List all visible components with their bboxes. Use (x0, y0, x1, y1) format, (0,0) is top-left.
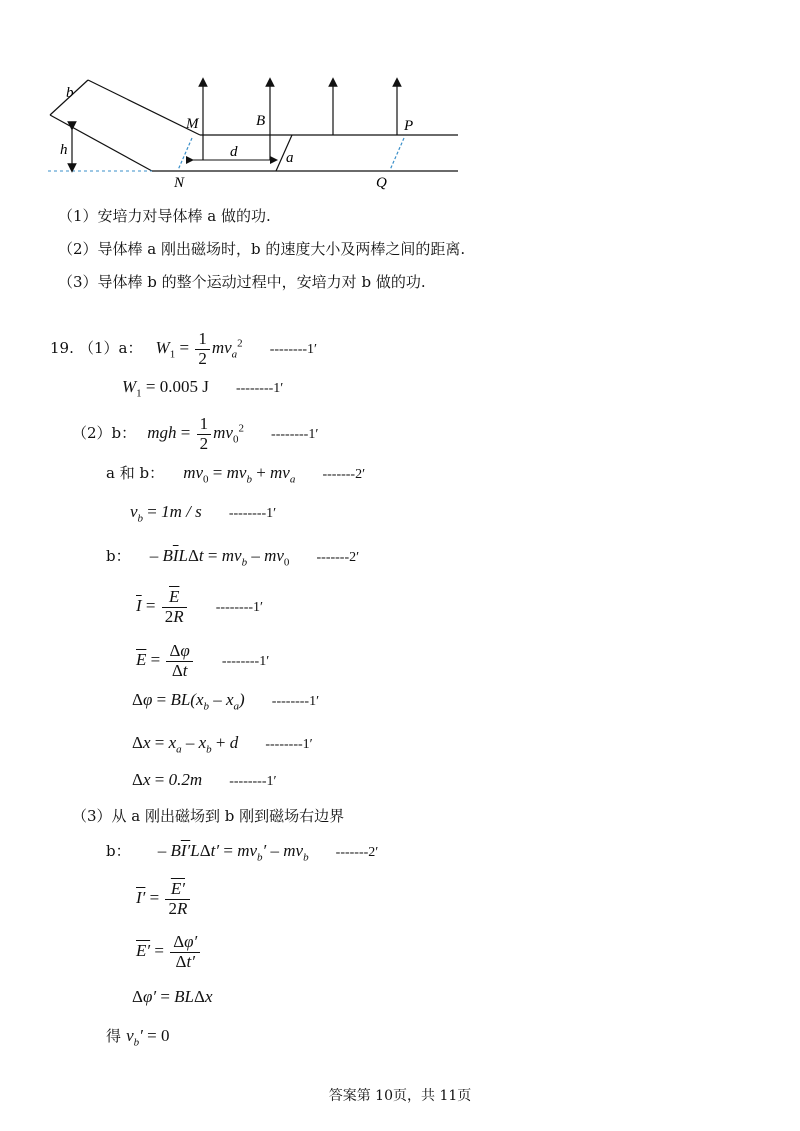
question-1: （1）安培力对导体棒 a 做的功. (58, 207, 271, 225)
solution-number: 19. (50, 339, 74, 358)
incline-rail-top (88, 80, 200, 135)
solution-line-12: b： – $BI'L\Delta t' = mv_b' - mv_b$ -------2′ (106, 841, 379, 864)
label-d: d (230, 144, 238, 160)
question-2: （2）导体棒 a 刚出磁场时，b 的速度大小及两棒之间的距离. (58, 240, 466, 258)
question-3: （3）导体棒 b 的整个运动过程中，安培力对 b 做的功. (58, 273, 426, 291)
solution-line-4: a 和 b： $mv_0 = mv_b + mv_a$ -------2′ (106, 463, 366, 486)
label-M: M (186, 116, 199, 132)
label-b: b (66, 85, 74, 101)
solution-line-15: Δφ′ = BLΔx (132, 987, 213, 1006)
boundary-mn (178, 138, 192, 170)
part1-label: （1）a： (78, 339, 143, 358)
solution-line-6: b： – $B\overline{I}L\Delta t = mv_b - mv_0$ -------2′ (106, 546, 360, 569)
label-Q: Q (376, 175, 387, 191)
page-footer: 答案第 10页，共 11页 (328, 1088, 472, 1104)
solution-line-3: （2）b： mgh = $\frac{1}{2}$ $mv_0^2$ --------1′ (72, 414, 319, 453)
boundary-pq (390, 138, 404, 170)
part3-text: （3）从 a 刚出磁场到 b 刚到磁场右边界 (72, 807, 345, 825)
solution-line-8: $\overline{E}$ = $\frac{\Delta\varphi}{\Delta t}$ --------1′ (136, 641, 270, 680)
label-h: h (60, 142, 68, 158)
solution-line-7: $\overline{I}$ = $\frac{\overline{E}}{2R}$ --------1′ (136, 587, 264, 626)
solution-line-11: Δx = 0.2m --------1′ (132, 770, 277, 789)
solution-line-10: $\Delta x = x_a - x_b + d$ --------1′ (132, 733, 313, 756)
solution-line-13: I′ = $\frac{E'}{2R}$ (136, 880, 192, 918)
solution-line-9: $\Delta\varphi = BL(x_b - x_a)$ --------1′ (132, 690, 320, 713)
label-N: N (174, 175, 185, 191)
solution-line-14: E′ = $\frac{\Delta\varphi'}{\Delta t'}$ (136, 933, 202, 971)
solution-line-5: $v_b = 1m / s$ --------1′ (130, 502, 277, 525)
label-a: a (286, 150, 294, 166)
physics-diagram (40, 70, 480, 200)
solution-line-2: $W_1 = 0.005$ J --------1′ (122, 377, 284, 400)
solution-line-1: 19. （1）a： $W_1$ = $\frac{1}{2}$ $mv_a^2$ --------1′ (50, 329, 318, 368)
label-B: B (256, 113, 266, 129)
label-P: P (404, 118, 414, 134)
solution-line-16: 得 $v_b' = 0$ (106, 1026, 170, 1049)
